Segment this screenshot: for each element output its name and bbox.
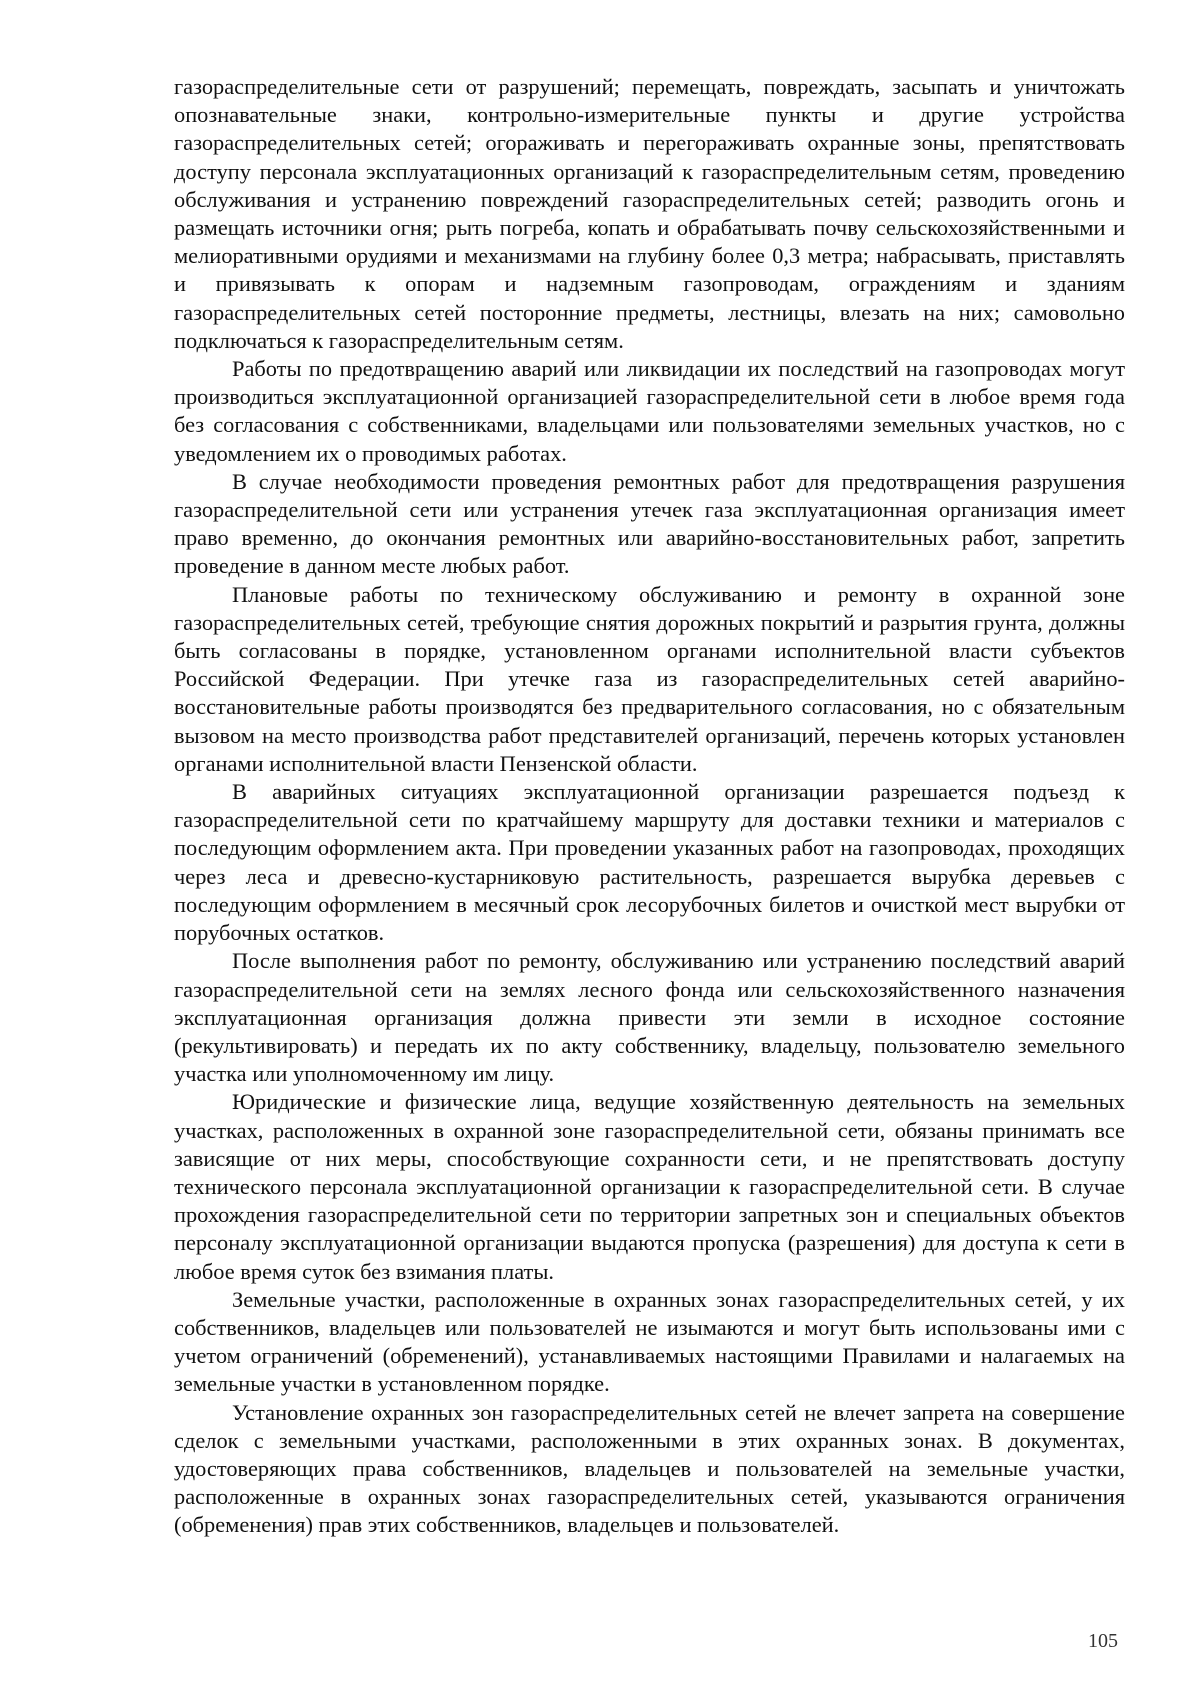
body-text — [174, 73, 1125, 1540]
paragraph: Земельные участки, расположенные в охранных зонах газораспределительных сетей, у их собственников, владельцев или пользователей не изымаются и могут быть использованы ими с учетом ограничений (обременений), устанавливаемых настоящими Правилами и налагаемых на земельные участки в установленном порядке. — [174, 1286, 1125, 1397]
paragraph-continued: газораспределительные сети от разрушений; перемещать, повреждать, засыпать и уничтожать опознавательные знаки, контрольно-измерительные пункты и другие устройства газораспределительных сетей; огораживать и перегораживать охранные зоны, препятствовать доступу персонала эксплуатационных организаций к газораспределительным сетям, проведению обслуживания и устранению повреждений газораспределительных сетей; разводить огонь и размещать источники огня; рыть погреба, копать и обрабатывать почву сельскохозяйственными и мелиоративными орудиями и механизмами на глубину более 0,3 метра; набрасывать, приставлять и привязывать к опорам и надземным газопроводам, ограждениям и зданиям газораспределительных сетей посторонние предметы, лестницы, влезать на них; самовольно подключаться к газораспределительным сетям. — [174, 74, 1125, 353]
paragraph: В аварийных ситуациях эксплуатационной организации разрешается подъезд к газораспределительной сети по кратчайшему маршруту для доставки техники и материалов с последующим оформлением акта. При проведении указанных работ на газопроводах, проходящих через леса и древесно-кустарниковую растительность, разрешается вырубка деревьев с последующим оформлением в месячный срок лесорубочных билетов и очисткой мест вырубки от порубочных остатков. — [174, 779, 1125, 946]
paragraph: Установление охранных зон газораспределительных сетей не влечет запрета на совершение сделок с земельными участками, расположенными в этих охранных зонах. В документах, удостоверяющих права собственников, владельцев и пользователей на земельные участки, расположенные в охранных зонах газораспределительных сетей, указываются ограничения (обременения) прав этих собственников, владельцев и пользователей. — [174, 1399, 1125, 1538]
paragraph: Плановые работы по техническому обслуживанию и ремонту в охранной зоне газораспределительных сетей, требующие снятия дорожных покрытий и разрытия грунта, должны быть согласованы в порядке, установленном органами исполнительной власти субъектов Российской Федерации. При утечке газа из газораспределительных сетей аварийно-восстановительные работы производятся без предварительного согласования, но с обязательным вызовом на место производства работ представителей организаций, перечень которых установлен органами исполнительной власти Пензенской области. — [174, 581, 1125, 776]
paragraph: Юридические и физические лица, ведущие хозяйственную деятельность на земельных участках, расположенных в охранной зоне газораспределительной сети, обязаны принимать все зависящие от них меры, способствующие сохранности сети, и не препятствовать доступу технического персонала эксплуатационной организации к газораспределительной сети. В случае прохождения газораспределительной сети по территории запретных зон и специальных объектов персоналу эксплуатационной организации выдаются пропуска (разрешения) для доступа к сети в любое время суток без взимания платы. — [174, 1089, 1125, 1284]
paragraph: В случае необходимости проведения ремонтных работ для предотвращения разрушения газораспределительной сети или устранения утечек газа эксплуатационная организация имеет право временно, до окончания ремонтных или аварийно-восстановительных работ, запретить проведение в данном месте любых работ. — [174, 468, 1125, 579]
page-number: 105 — [1088, 1630, 1118, 1652]
paragraph: Работы по предотвращению аварий или ликвидации их последствий на газопроводах могут производиться эксплуатационной организацией газораспределительной сети в любое время года без согласования с собственниками, владельцами или пользователями земельных участков, но с уведомлением их о проводимых работах. — [174, 356, 1125, 466]
paragraph: После выполнения работ по ремонту, обслуживанию или устранению последствий аварий газораспределительной сети на землях лесного фонда или сельскохозяйственного назначения эксплуатационная организация должна привести эти земли в исходное состояние (рекультивировать) и передать их по акту собственнику, владельцу, пользователю земельного участка или уполномоченному им лицу. — [174, 948, 1125, 1087]
